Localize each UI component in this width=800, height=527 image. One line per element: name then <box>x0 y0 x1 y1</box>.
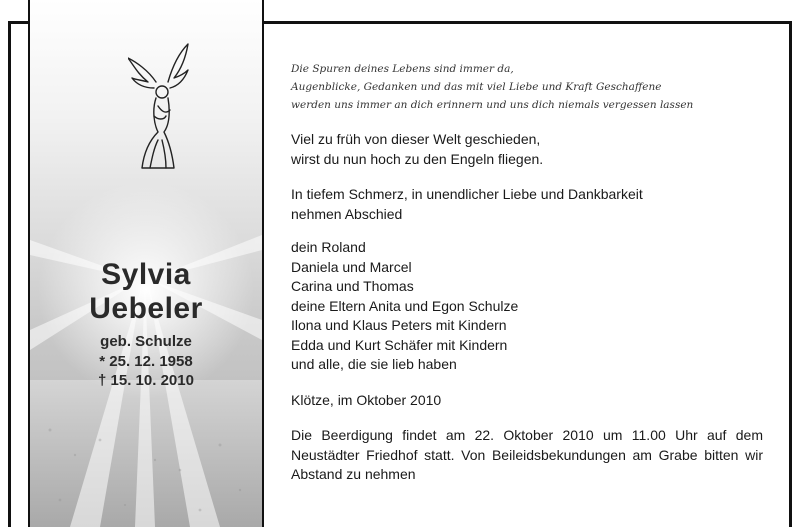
obituary-text <box>291 60 771 485</box>
mourner: Daniela und Marcel <box>291 258 412 275</box>
poem-line: Augenblicke, Gedanken und das mit viel Liebe und Kraft Geschaffene <box>291 81 662 93</box>
intro-verse <box>291 130 771 169</box>
mourner: Edda und Kurt Schäfer mit Kindern <box>291 336 508 353</box>
mourner: und alle, die sie lieb haben <box>291 356 457 372</box>
farewell-statement <box>291 185 771 224</box>
poem-line: werden uns immer an dich erinnern und uns dich niemals vergessen lassen <box>291 99 694 111</box>
intro-line: Viel zu früh von dieser Welt geschieden, <box>291 131 541 147</box>
frame-left-border <box>8 21 11 527</box>
funeral-notice <box>291 426 763 485</box>
memorial-side-panel <box>28 0 264 527</box>
poem-line: Die Spuren deines Lebens sind immer da, <box>291 63 514 75</box>
mourners-list <box>291 238 771 375</box>
death-date: † 15. 10. 2010 <box>98 372 194 389</box>
place-date <box>291 391 771 411</box>
angel-icon <box>128 40 192 180</box>
poem <box>291 60 771 114</box>
mourner: deine Eltern Anita und Egon Schulze <box>291 297 519 314</box>
place-date-text: Klötze, im Oktober 2010 <box>291 391 442 408</box>
deceased-maiden-name: geb. Schulze <box>100 333 192 350</box>
birth-date: * 25. 12. 1958 <box>99 353 193 370</box>
deceased-last-name: Uebeler <box>89 292 203 325</box>
funeral-notice-text: Die Beerdigung findet am 22. Oktober 2010 um 11.00 Uhr auf dem Neustädter Friedhof statt. Von Beileidsbekundungen am Grabe bitten wir Abstand zu nehmen <box>291 427 763 482</box>
farewell-line: In tiefem Schmerz, in unendlicher Liebe und Dankbarkeit <box>291 186 643 202</box>
mourner: Ilona und Klaus Peters mit Kindern <box>291 317 507 333</box>
farewell-line: nehmen Abschied <box>291 205 403 222</box>
deceased-info <box>30 258 262 390</box>
frame-right-border <box>789 21 792 527</box>
mourner: Carina und Thomas <box>291 278 414 294</box>
mourner: dein Roland <box>291 239 366 255</box>
intro-line: wirst du nun hoch zu den Engeln fliegen. <box>291 150 544 167</box>
deceased-first-name: Sylvia <box>101 258 191 291</box>
